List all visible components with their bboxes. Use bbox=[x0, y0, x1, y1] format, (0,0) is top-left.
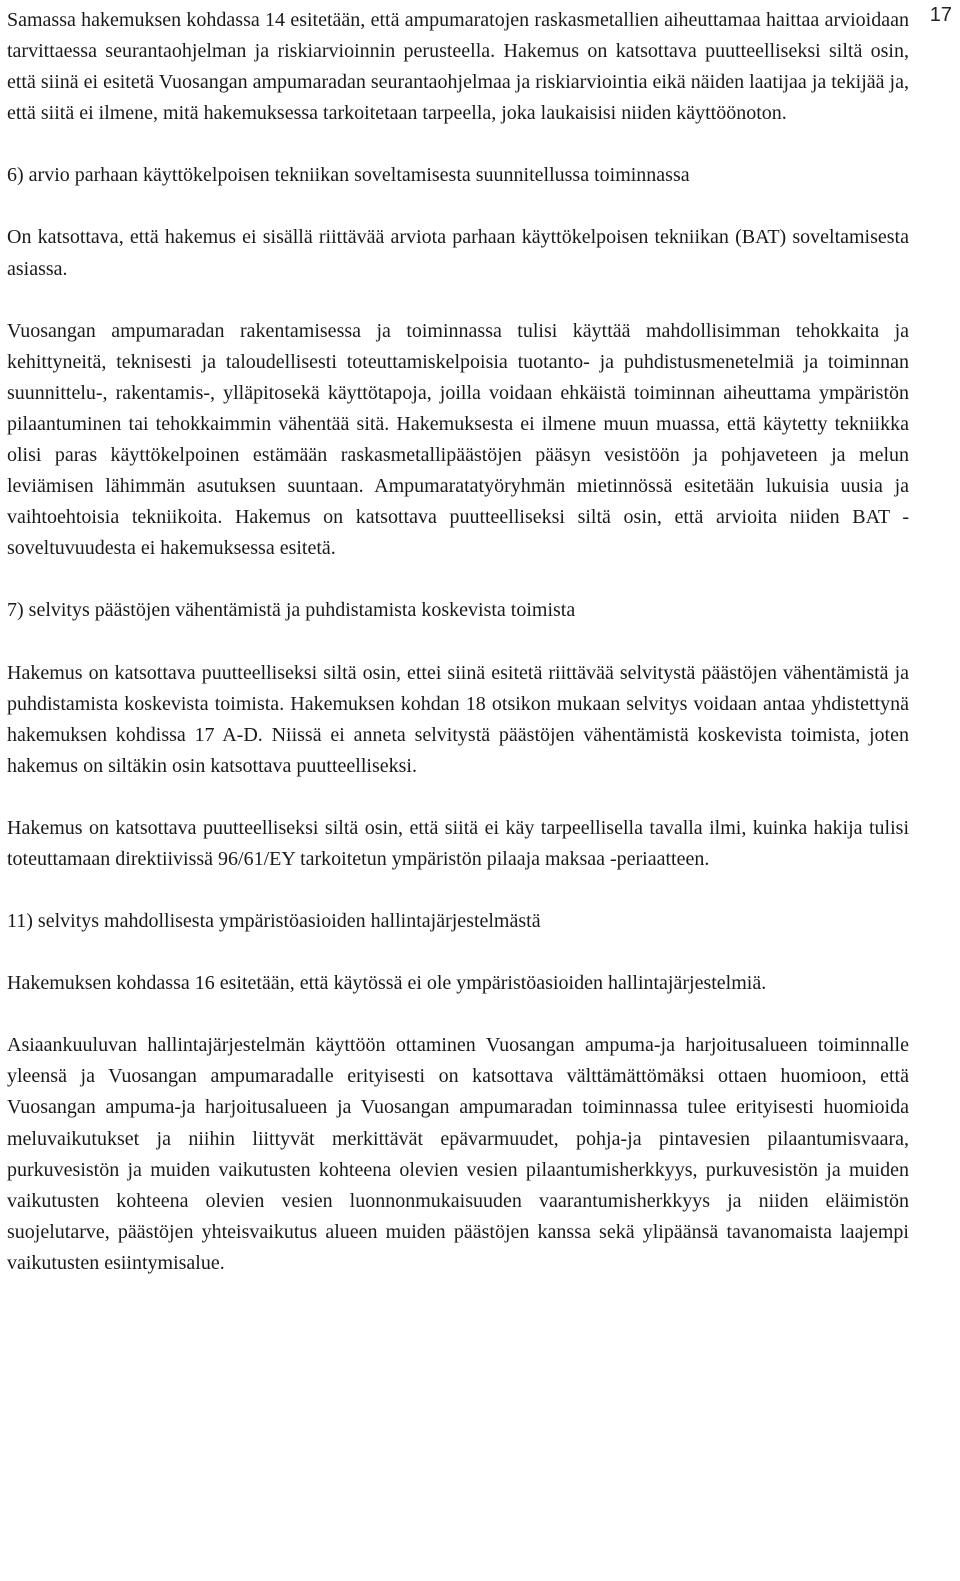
section-heading-6: 6) arvio parhaan käyttökelpoisen tekniikan soveltamisesta suunnitellussa toiminnassa bbox=[7, 164, 690, 187]
paragraph-management-system: Hakemuksen kohdassa 16 esitetään, että käytössä ei ole ympäristöasioiden hallintajärjestelmiä. bbox=[7, 972, 767, 995]
paragraph-bat-assessment: On katsottava, että hakemus ei sisällä riittävää arviota parhaan käyttökelpoisen tekniikan (BAT) soveltamisesta asiassa. bbox=[7, 226, 909, 280]
paragraph-bat-details: Vuosangan ampumaradan rakentamisessa ja toiminnassa tulisi käyttää mahdollisimman tehokkaita ja kehittyneitä, teknisesti ja taloudellisesti toteuttamiskelpoisia tuotanto- ja puhdistusmenetelmiä ja toiminnan suunnittelu-, rakentamis-, ylläpitosekä käyttötapoja, joilla voidaan ehkäistä toiminnan aiheuttama ympäristön pilaantuminen tai tehokkaimmin vähentää sitä. Hakemuksesta ei ilmene muun muassa, että käytetty tekniikka olisi paras käyttökelpoinen estämään raskasmetallipäästöjen pääsyn vesistöön ja pohjaveteen ja melun leviämisen lähimmän asutuksen suuntaan. Ampumaratatyöryhmän mietinnössä esitetään lukuisia uusia ja vaihtoehtoisia tekniikoita. Hakemus on katsottava puutteelliseksi siltä osin, että arvioita niiden BAT - soveltuvuudesta ei hakemuksessa esitetä. bbox=[7, 319, 909, 560]
section-heading-11: 11) selvitys mahdollisesta ympäristöasioiden hallintajärjestelmästä bbox=[7, 910, 541, 933]
paragraph-monitoring: Samassa hakemuksen kohdassa 14 esitetään, että ampumaratojen raskasmetallien aiheuttamaa haittaa arvioidaan tarvittaessa seurantaohjelman ja riskiarvioinnin perusteella. Hakemus on katsottava puutteelliseksi siltä osin, että siinä ei esitetä Vuosangan ampumaradan seurantaohjelmaa ja riskiarviointia eikä näiden laatijaa ja tekijää ja, että siitä ei ilmene, mitä hakemuksessa tarkoitetaan tarpeella, joka laukaisisi niiden käyttöönoton. bbox=[7, 9, 909, 125]
paragraph-polluter-pays: Hakemus on katsottava puutteelliseksi siltä osin, että siitä ei käy tarpeellisella tavalla ilmi, kuinka hakija tulisi toteuttamaan direktiivissä 96/61/EY tarkoitetun ympäristön pilaaja maksaa -periaatteen. bbox=[7, 816, 909, 870]
paragraph-management-necessity: Asiaankuuluvan hallintajärjestelmän käyttöön ottaminen Vuosangan ampuma-ja harjoitusalueen toiminnalle yleensä ja Vuosangan ampumaradalle erityisesti on katsottava välttämättömäksi ottaen huomioon, että Vuosangan ampuma-ja harjoitusalueen ja Vuosangan ampumaradan toiminnassa tulee erityisesti huomioida meluvaikutukset ja niihin liittyvät merkittävät epävarmuudet, pohja-ja pintavesien pilaantumisvaara, purkuvesistön ja muiden vaikutusten kohteena olevien vesien pilaantumisherkkyys, purkuvesistön ja muiden vaikutusten kohteena olevien vesien luonnonmukaisuuden vaarantumisherkkyys ja niiden eläimistön suojelutarve, päästöjen yhteisvaikutus alueen muiden päästöjen kanssa sekä ylipäänsä tavanomaista laajempi vaikutusten esiintymisalue. bbox=[7, 1034, 909, 1274]
section-heading-7: 7) selvitys päästöjen vähentämistä ja puhdistamista koskevista toimista bbox=[7, 599, 576, 622]
page-number: 17 bbox=[929, 4, 952, 26]
document-body bbox=[7, 5, 909, 1310]
paragraph-emission-reduction: Hakemus on katsottava puutteelliseksi siltä osin, ettei siinä esitetä riittävää selvitystä päästöjen vähentämistä ja puhdistamista koskevista toimista. Hakemuksen kohdan 18 otsikon mukaan selvitys voidaan antaa yhdistettynä hakemuksen kohdissa 17 A-D. Niissä ei anneta selvitystä päästöjen vähentämistä koskevista toimista, joten hakemus on siltäkin osin katsottava puutteelliseksi. bbox=[7, 661, 909, 777]
